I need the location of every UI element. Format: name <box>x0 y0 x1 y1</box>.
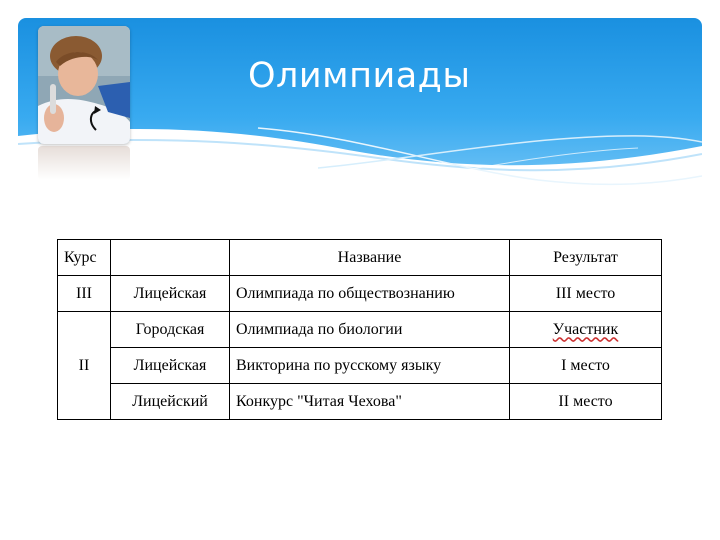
table-row <box>58 276 662 312</box>
name-cell: Олимпиада по биологии <box>230 312 510 348</box>
slide-title: Олимпиады <box>248 56 471 96</box>
level-cell: Лицейский <box>111 384 230 420</box>
level-cell: Лицейская <box>111 276 230 312</box>
table-row <box>58 384 662 420</box>
header-result: Результат <box>510 240 662 276</box>
olympiad-results-table <box>57 239 662 420</box>
result-cell: I место <box>510 348 662 384</box>
table-row <box>58 348 662 384</box>
student-photo-icon <box>38 26 130 144</box>
table-row <box>58 312 662 348</box>
result-cell: II место <box>510 384 662 420</box>
result-cell: III место <box>510 276 662 312</box>
table-header-row <box>58 240 662 276</box>
level-cell: Лицейская <box>111 348 230 384</box>
header-name: Название <box>230 240 510 276</box>
name-cell: Олимпиада по обществознанию <box>230 276 510 312</box>
photo-reflection <box>38 146 130 180</box>
result-text: Участник <box>552 320 619 338</box>
level-cell: Городская <box>111 312 230 348</box>
result-cell <box>510 312 662 348</box>
course-cell: II <box>58 312 111 420</box>
header-course: Курс <box>58 240 111 276</box>
name-cell: Конкурс "Читая Чехова" <box>230 384 510 420</box>
header-level <box>111 240 230 276</box>
name-cell: Викторина по русскому языку <box>230 348 510 384</box>
student-photo <box>38 26 130 144</box>
course-cell: III <box>58 276 111 312</box>
